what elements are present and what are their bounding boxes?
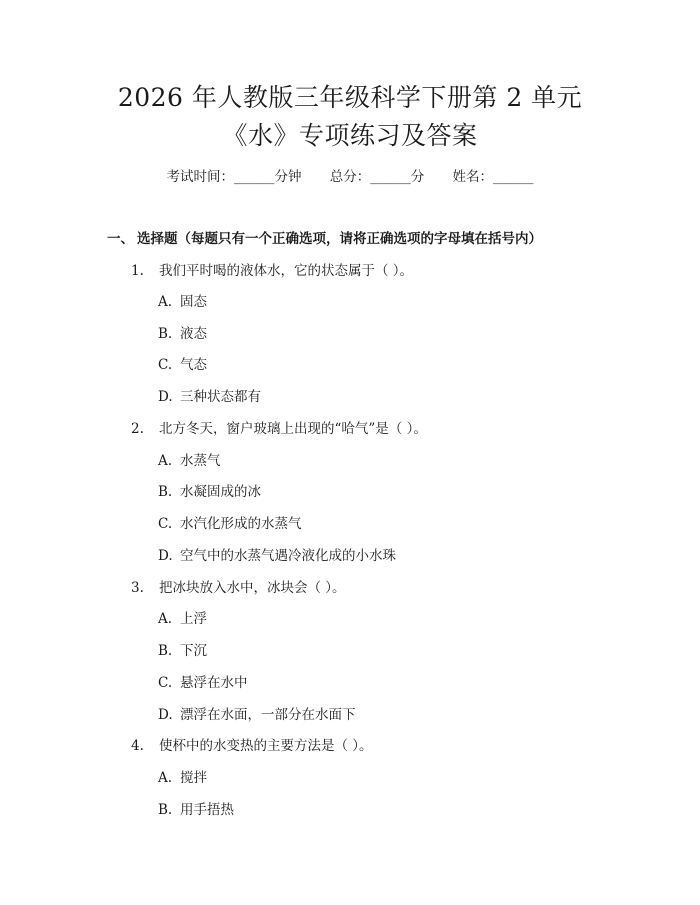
option-text: 水汽化形成的水蒸气 bbox=[180, 516, 302, 532]
option-label: A. bbox=[158, 770, 173, 786]
option-label: A. bbox=[158, 294, 173, 310]
exam-time-field: 考试时间：______分钟 bbox=[166, 169, 302, 185]
option-text: 水凝固成的冰 bbox=[180, 484, 261, 500]
option-label: B. bbox=[158, 484, 173, 500]
q3-option-d bbox=[158, 704, 356, 726]
q3-option-c bbox=[158, 672, 248, 694]
option-text: 气态 bbox=[180, 357, 207, 373]
option-label: A. bbox=[158, 611, 173, 627]
option-text: 悬浮在水中 bbox=[180, 675, 248, 691]
question-text: 我们平时喝的液体水，它的状态属于（ ）。 bbox=[159, 263, 414, 279]
question-number: 3. bbox=[131, 580, 144, 596]
option-text: 漂浮在水面，一部分在水面下 bbox=[180, 707, 356, 723]
question-text: 把冰块放入水中，冰块会（ ）。 bbox=[159, 580, 346, 596]
document-title-line2: 《水》专项练习及答案 bbox=[222, 121, 478, 150]
option-text: 液态 bbox=[180, 326, 207, 342]
option-label: B. bbox=[158, 643, 173, 659]
option-text: 固态 bbox=[180, 294, 207, 310]
option-text: 下沉 bbox=[180, 643, 207, 659]
question-text: 北方冬天，窗户玻璃上出现的“哈气”是（ ）。 bbox=[159, 421, 427, 437]
question-number: 4. bbox=[131, 738, 144, 754]
option-label: C. bbox=[158, 516, 173, 532]
option-text: 用手捂热 bbox=[180, 802, 234, 818]
option-label: C. bbox=[158, 675, 173, 691]
question-4 bbox=[131, 735, 373, 757]
q1-option-c bbox=[158, 354, 207, 376]
section-title: 选择题（每题只有一个正确选项，请将正确选项的字母填在括号内） bbox=[137, 231, 542, 247]
option-text: 水蒸气 bbox=[180, 453, 221, 469]
option-label: A. bbox=[158, 453, 173, 469]
option-text: 上浮 bbox=[180, 611, 207, 627]
option-text: 空气中的水蒸气遇冷液化成的小水珠 bbox=[180, 548, 396, 564]
q4-option-a bbox=[158, 767, 207, 789]
total-score-field: 总分：______分 bbox=[329, 169, 425, 185]
option-label: B. bbox=[158, 326, 173, 342]
option-label: C. bbox=[158, 357, 173, 373]
question-text: 使杯中的水变热的主要方法是（ ）。 bbox=[159, 738, 373, 754]
q1-option-d bbox=[158, 386, 261, 408]
option-label: D. bbox=[158, 707, 173, 723]
option-label: D. bbox=[158, 389, 173, 405]
q2-option-d bbox=[158, 545, 396, 567]
option-text: 搅拌 bbox=[180, 770, 207, 786]
name-field: 姓名：______ bbox=[452, 169, 534, 185]
q1-option-a bbox=[158, 291, 207, 313]
option-label: D. bbox=[158, 548, 173, 564]
question-1 bbox=[131, 260, 413, 282]
document-title-line1: 2026 年人教版三年级科学下册第 2 单元 bbox=[117, 83, 583, 112]
q3-option-a bbox=[158, 608, 207, 630]
option-label: B. bbox=[158, 802, 173, 818]
option-text: 三种状态都有 bbox=[180, 389, 261, 405]
section-number: 一、 bbox=[107, 231, 134, 247]
q4-option-b bbox=[158, 799, 234, 821]
section-heading bbox=[107, 228, 542, 250]
question-number: 2. bbox=[131, 421, 144, 437]
question-number: 1. bbox=[131, 263, 144, 279]
q2-option-b bbox=[158, 481, 261, 503]
q1-option-b bbox=[158, 323, 207, 345]
q2-option-c bbox=[158, 513, 302, 535]
q2-option-a bbox=[158, 450, 221, 472]
question-2 bbox=[131, 418, 427, 440]
exam-info bbox=[0, 166, 700, 188]
q3-option-b bbox=[158, 640, 207, 662]
question-3 bbox=[131, 577, 346, 599]
